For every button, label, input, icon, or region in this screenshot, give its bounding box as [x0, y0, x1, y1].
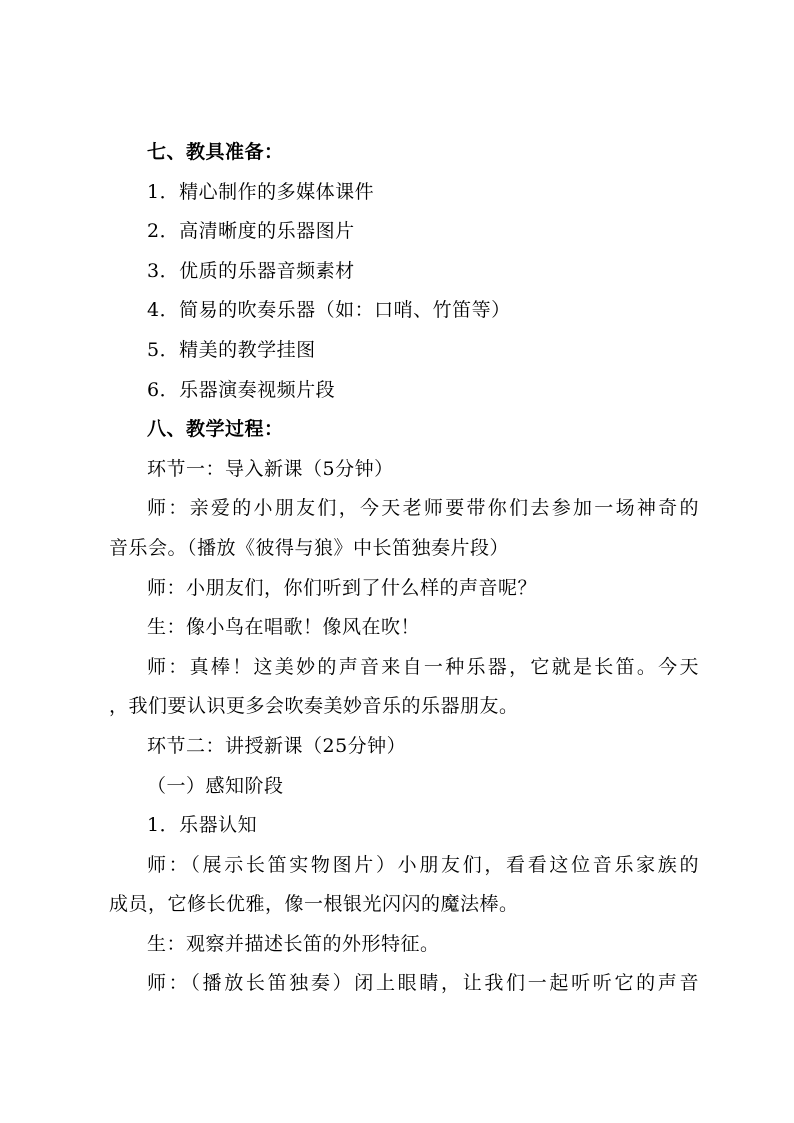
- list-item: 2．高清晰度的乐器图片: [147, 220, 355, 243]
- section-heading-teaching-aids: 七、教具准备：: [147, 141, 284, 163]
- list-item: 5．精美的教学挂图: [147, 338, 316, 361]
- paragraph-line: 生：像小鸟在唱歌！像风在吹！: [147, 616, 421, 639]
- document-body: [109, 133, 699, 1004]
- paragraph-line: 师：小朋友们，你们听到了什么样的声音呢？: [147, 576, 538, 599]
- section-heading-teaching-process: 八、教学过程：: [147, 418, 284, 441]
- list-item: 3．优质的乐器音频素材: [147, 259, 355, 282]
- paragraph-line: ，我们要认识更多会吹奏美妙音乐的乐器朋友。: [109, 695, 519, 718]
- list-item: 1．乐器认知: [147, 814, 258, 837]
- stage-title: 环节一：导入新课（5分钟）: [147, 457, 394, 480]
- list-item: 4．简易的吹奏乐器（如：口哨、竹笛等）: [147, 299, 511, 322]
- paragraph-line: 成员，它修长优雅，像一根银光闪闪的魔法棒。: [109, 893, 519, 916]
- paragraph-line: 师：（播放长笛独奏）闭上眼睛，让我们一起听听它的声音: [147, 972, 699, 995]
- paragraph-line: 师：（展示长笛实物图片）小朋友们，看看这位音乐家族的: [147, 853, 699, 876]
- paragraph-line: 音乐会。（播放《彼得与狼》中长笛独奏片段）: [109, 536, 510, 559]
- list-item: 6．乐器演奏视频片段: [147, 378, 336, 401]
- subsection-title: （一）感知阶段: [147, 774, 284, 797]
- paragraph-line: 生：观察并描述长笛的外形特征。: [147, 932, 440, 955]
- paragraph-line: 师：亲爱的小朋友们，今天老师要带你们去参加一场神奇的: [147, 497, 699, 520]
- paragraph-line: 师：真棒！这美妙的声音来自一种乐器，它就是长笛。今天: [147, 655, 699, 678]
- list-item: 1．精心制作的多媒体课件: [147, 180, 375, 203]
- stage-title: 环节二：讲授新课（25分钟）: [147, 734, 407, 757]
